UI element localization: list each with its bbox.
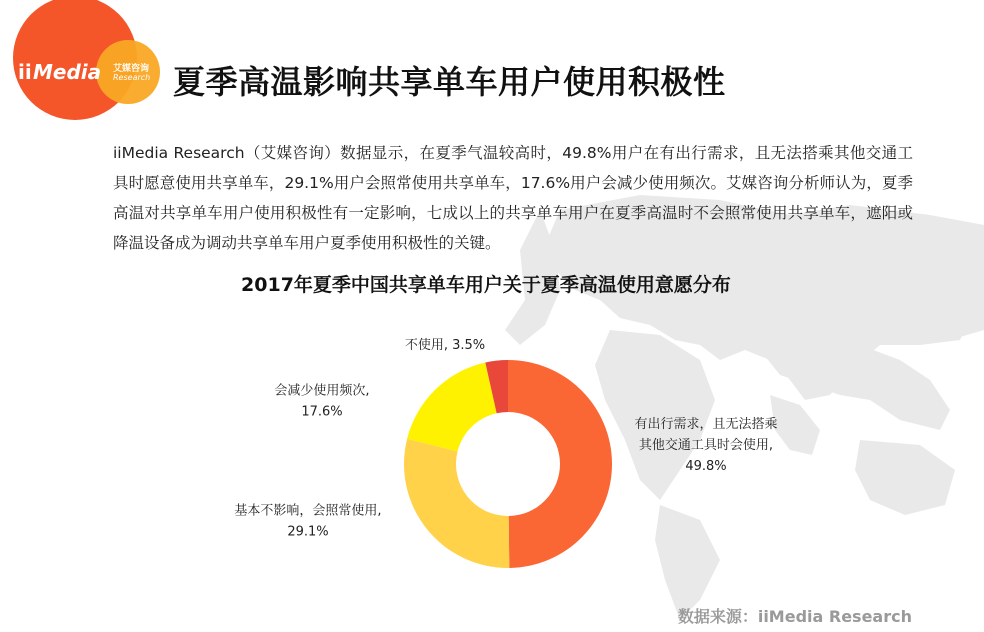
- slice-data-label: [405, 337, 485, 353]
- logo-media-text: Media: [33, 60, 102, 84]
- donut-slice: [404, 439, 509, 568]
- slice-label-line: 17.6%: [301, 404, 343, 420]
- logo-ii-mark: ii: [18, 60, 32, 84]
- slice-label-line: 会减少使用频次,: [274, 383, 370, 399]
- data-source: 数据来源：iiMedia Research: [677, 607, 912, 626]
- page-title: 夏季高温影响共享单车用户使用积极性: [173, 63, 726, 101]
- slice-label-line: 49.8%: [685, 459, 727, 474]
- chart-title-text: 2017年夏季中国共享单车用户关于夏季高温使用意愿分布: [241, 274, 731, 296]
- logo-cn-text: 艾媒咨询: [113, 64, 150, 74]
- slice-label-line: 基本不影响，会照常使用,: [234, 503, 382, 519]
- donut-slice: [508, 360, 612, 568]
- slice-label-line: 有出行需求，且无法搭乘: [634, 417, 778, 432]
- slice-data-label: [234, 503, 381, 540]
- slice-data-label: [634, 416, 777, 474]
- slice-data-label: [274, 383, 369, 420]
- logo-en-text: Research: [113, 73, 151, 82]
- slice-label-line: 29.1%: [287, 524, 329, 540]
- slice-label-line: 不使用, 3.5%: [404, 338, 486, 353]
- slice-label-line: 其他交通工具时会使用,: [638, 438, 774, 453]
- donut-slice: [407, 363, 497, 452]
- summary-paragraph: iiMedia Research（艾媒咨询）数据显示，在夏季气温较高时，49.8%用户在有出行需求，且无法搭乘其他交通工具时愿意使用共享单车，29.1%用户会照常使用共享单车，17.6%用户会减少使用频次。艾媒咨询分析师认为，夏季高温对共享单车用户使用积极性有一定影响，七成以上的共享单车用户在夏季高温时不会照常使用共享单车，遮阳或降温设备成为调动共享单车用户夏季使用积极性的关键。: [113, 144, 913, 252]
